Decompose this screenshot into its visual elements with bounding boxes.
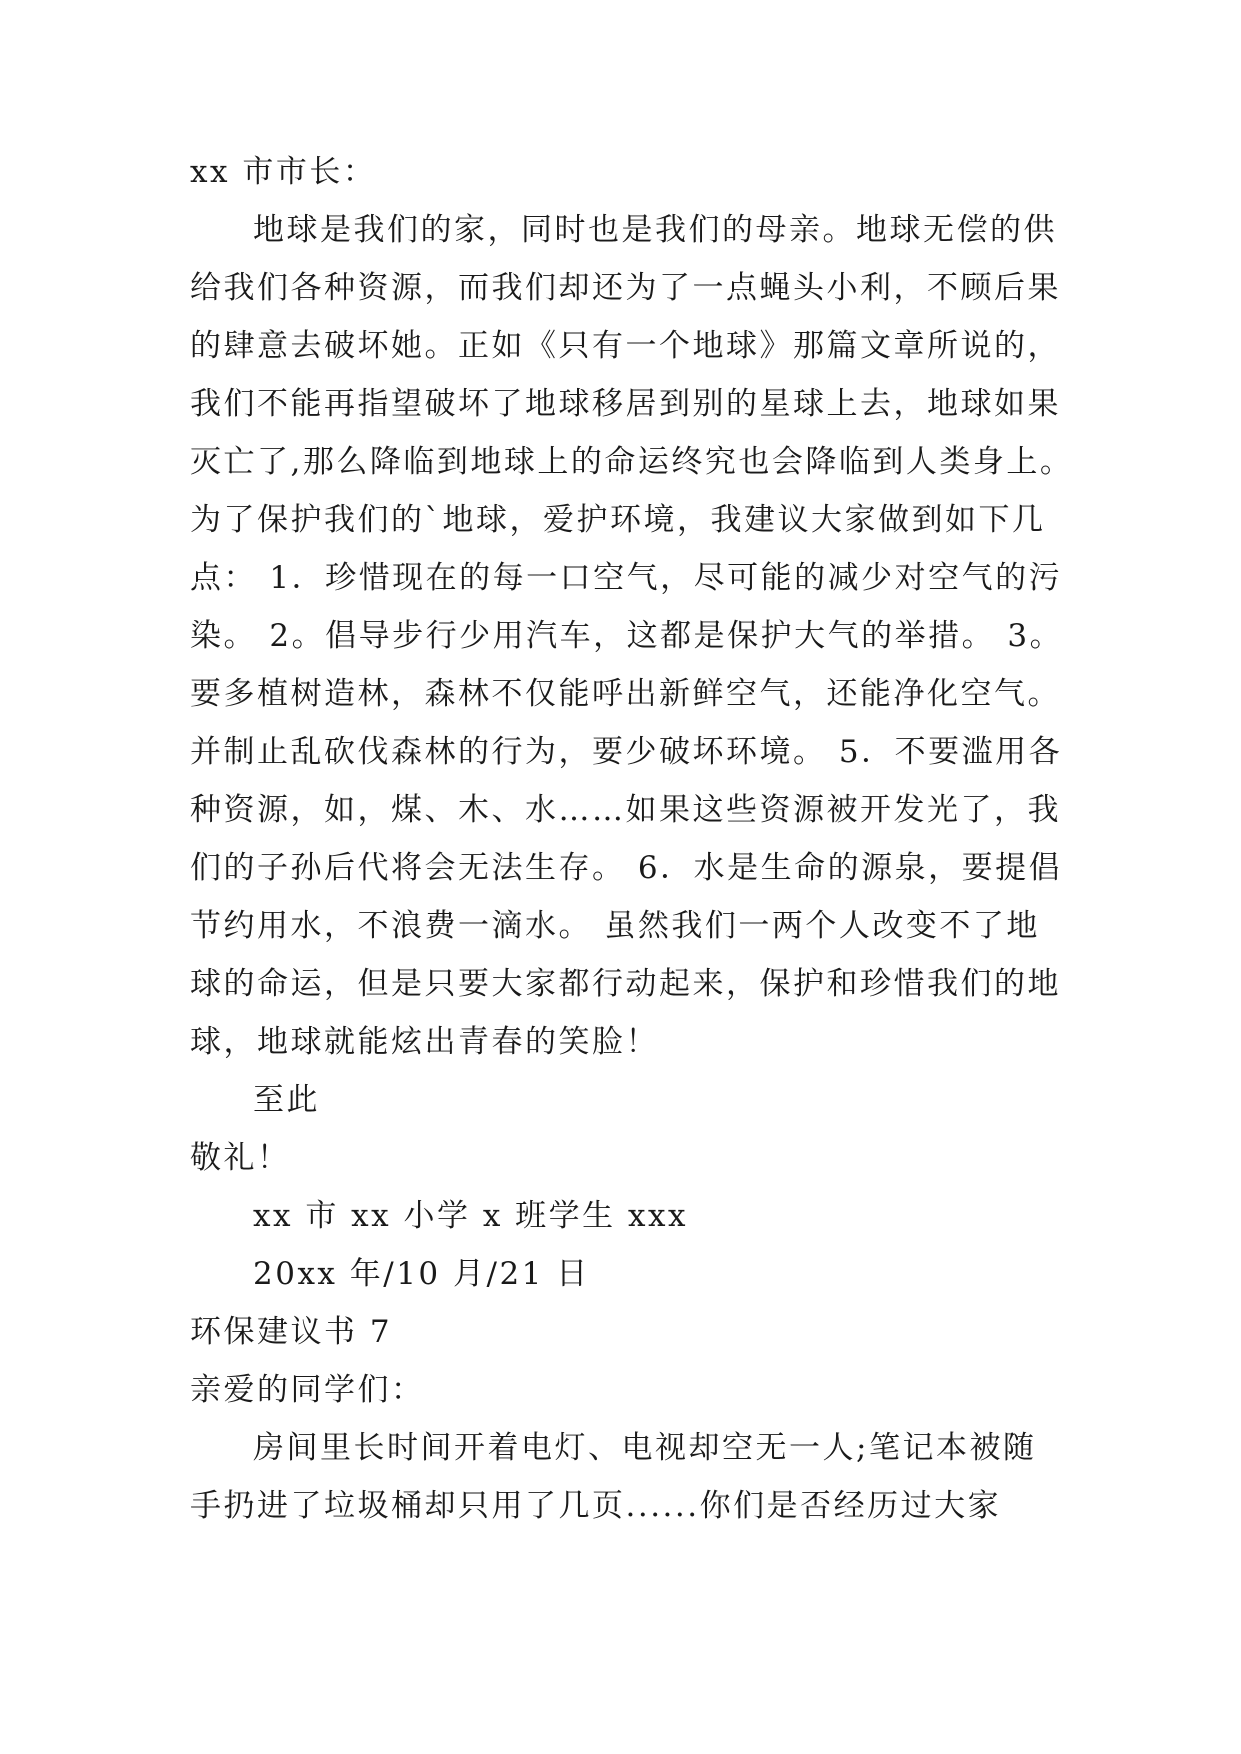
body-line: 点： 1．珍惜现在的每一口空气，尽可能的减少对空气的污	[190, 560, 1063, 596]
signature: xx 市 xx 小学 x 班学生 xxx	[253, 1198, 688, 1234]
date: 20xx 年/10 月/21 日	[253, 1256, 590, 1292]
body-line: 的肆意去破坏她。正如《只有一个地球》那篇文章所说的，	[190, 328, 1061, 364]
body-line: 给我们各种资源，而我们却还为了一点蝇头小利，不顾后果	[190, 270, 1061, 306]
salutation-mayor: xx 市市长：	[190, 154, 377, 190]
body-line: 节约用水，不浪费一滴水。 虽然我们一两个人改变不了地	[190, 908, 1040, 944]
body-line: 手扔进了垃圾桶却只用了几页......你们是否经历过大家	[190, 1488, 1002, 1524]
body-line: 灭亡了,那么降临到地球上的命运终究也会降临到人类身上。	[190, 444, 1074, 480]
body-line: 我们不能再指望破坏了地球移居到别的星球上去，地球如果	[190, 386, 1061, 422]
salutation-classmates: 亲爱的同学们：	[190, 1372, 425, 1408]
closing-zhici: 至此	[253, 1082, 320, 1118]
body-line: 要多植树造林，森林不仅能呼出新鲜空气，还能净化空气。	[190, 676, 1061, 712]
body-line: 种资源，如，煤、木、水……如果这些资源被开发光了，我	[190, 792, 1061, 828]
body-line: 并制止乱砍伐森林的行为，要少破坏环境。 5．不要滥用各	[190, 734, 1063, 770]
body-line: 为了保护我们的`地球，爱护环境，我建议大家做到如下几	[190, 502, 1046, 538]
body-line: 染。 2。倡导步行少用汽车，这都是保护大气的举措。 3。	[190, 618, 1064, 654]
body-line: 们的子孙后代将会无法生存。 6．水是生命的源泉，要提倡	[190, 850, 1063, 886]
body-line: 地球是我们的家，同时也是我们的母亲。地球无偿的供	[253, 212, 1057, 248]
body-line: 球，地球就能炫出青春的笑脸！	[190, 1024, 659, 1060]
body-line: 房间里长时间开着电灯、电视却空无一人;笔记本被随	[253, 1430, 1037, 1466]
body-line: 球的命运，但是只要大家都行动起来，保护和珍惜我们的地	[190, 966, 1061, 1002]
closing-jingli: 敬礼！	[190, 1140, 291, 1176]
section-title: 环保建议书 7	[190, 1314, 393, 1350]
